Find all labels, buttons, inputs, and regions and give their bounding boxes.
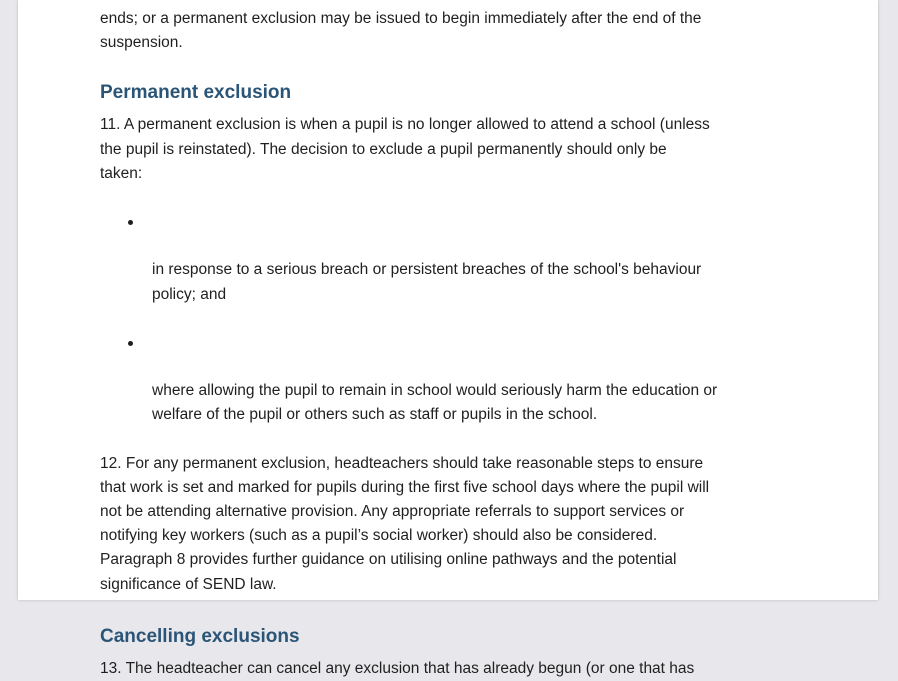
bullet-dot-icon xyxy=(128,220,133,225)
bullet-text: where allowing the pupil to remain in school would seriously harm the education or welfare of the pupil or others such as staff or pupils in the school. xyxy=(152,382,718,424)
document-content xyxy=(100,7,800,681)
paragraph-11: 11. A permanent exclusion is when a pupil is no longer allowed to attend a school (unless the pupil is reinstated). The decision to exclude a pupil permanently should only be taken: xyxy=(100,116,710,182)
document-page xyxy=(18,0,878,677)
heading-cancelling-exclusions: Cancelling exclusions xyxy=(100,625,300,647)
bullet-dot-icon xyxy=(128,341,133,346)
list-item xyxy=(100,331,800,428)
intro-paragraph-tail: ends; or a permanent exclusion may be issued to begin immediately after the end of the suspension. xyxy=(100,10,702,52)
heading-permanent-exclusion: Permanent exclusion xyxy=(100,82,292,104)
paragraph-12: 12. For any permanent exclusion, headteachers should take reasonable steps to ensure that work is set and marked for pupils during the first five school days where the pupil will not be attending alternative provision. Any appropriate referrals to support services or notifying key workers (such as a pupil’s social worker) should also be considered. Paragraph 8 provides further guidance on utilising online pathways and the potential significance of SEND law. xyxy=(100,454,710,593)
bullet-text: in response to a serious breach or persistent breaches of the school's behaviour policy; and xyxy=(152,261,702,303)
paragraph-13: 13. The headteacher can cancel any exclusion that has already begun (or one that has xyxy=(100,659,695,677)
list-item xyxy=(100,210,800,307)
bullet-list xyxy=(100,210,800,428)
